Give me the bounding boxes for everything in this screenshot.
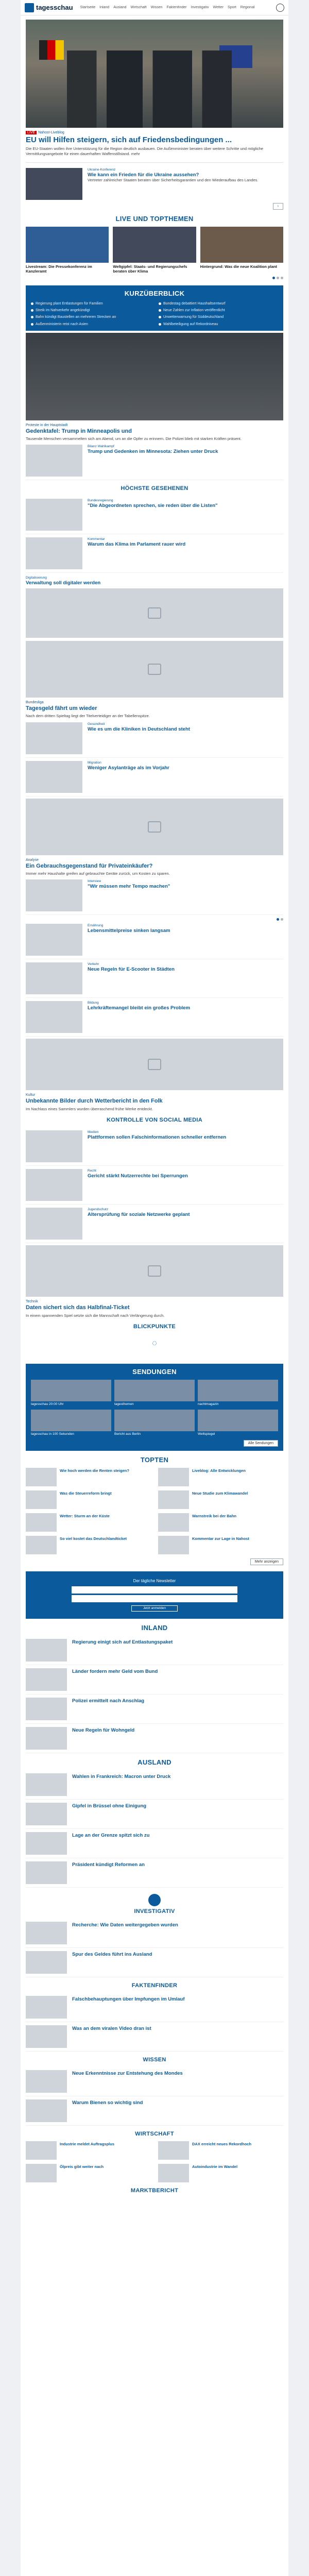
people-shape [67, 50, 232, 128]
list-title: "Wir müssen mehr Tempo machen" [88, 884, 170, 890]
card-caption: Hintergrund: Was die neue Koalition plant [200, 264, 277, 269]
list-title: Lebensmittelpreise sinken langsam [88, 928, 170, 934]
flag-shape [39, 40, 64, 60]
bullet-icon [159, 302, 161, 305]
list-item[interactable] [26, 442, 283, 480]
section-title: KONTROLLE VON SOCIAL MEDIA [106, 1117, 203, 1124]
list-kicker: Interview [88, 879, 101, 884]
search-icon[interactable] [276, 4, 284, 12]
economy-image [158, 2164, 189, 2182]
list-image [26, 761, 82, 793]
nav-item[interactable]: Sport [228, 6, 236, 9]
tile-caption: Bericht aus Berlin [114, 1432, 141, 1436]
list-item[interactable] [26, 921, 283, 959]
briefing-item[interactable]: Unwetterwarnung für Süddeutschland [159, 315, 278, 319]
card-caption: Livestream: Die Pressekonferenz im Kanzleramt [26, 264, 92, 274]
newsletter-box [26, 1571, 283, 1619]
list-image [26, 879, 82, 911]
nav-item[interactable]: Wirtschaft [130, 6, 147, 9]
carousel-dots [26, 277, 283, 279]
feature-teaser: Tausende Menschen versammelten sich am Abend, um an die Opfer zu erinnern. Die Polizei blieb mit starken Kräften präsent. [26, 436, 242, 442]
tile-caption: tagesthemen [114, 1402, 134, 1406]
bullet-icon [159, 316, 161, 318]
investigativ-icon [148, 1894, 161, 1906]
list-title: Lage an der Grenze spitzt sich zu [72, 1833, 150, 1839]
story-kicker: Ukraine-Konferenz [88, 167, 116, 172]
story-headline[interactable]: Wie kann ein Frieden für die Ukraine aussehen? [88, 172, 199, 178]
list-title: Gipfel in Brüssel ohne Einigung [72, 1803, 147, 1809]
section-title: MARKTBERICHT [130, 2188, 179, 2194]
list-item[interactable] [26, 998, 283, 1037]
list-image [26, 1803, 67, 1825]
bullet-icon [159, 309, 161, 312]
list-title: Lehrkräftemangel bleibt ein großes Problem [88, 1005, 191, 1011]
all-broadcasts-button[interactable]: Alle Sendungen [244, 1440, 278, 1447]
tile-image [114, 1380, 195, 1401]
broadcast-grid [31, 1380, 278, 1436]
tile-image [198, 1380, 278, 1401]
list-title: Neue Regeln für Wohngeld [72, 1727, 135, 1734]
list-item[interactable] [26, 2067, 283, 2096]
nav-item[interactable]: Faktenfinder [166, 6, 187, 9]
newsletter-option-field[interactable] [72, 1595, 237, 1602]
list-item[interactable] [26, 1800, 283, 1829]
list-image [26, 2070, 67, 2093]
list-kicker: Jugendschutz [88, 1208, 109, 1212]
list-title: "Die Abgeordneten sprechen, sie reden über die Listen" [88, 503, 218, 509]
list-item[interactable] [26, 1829, 283, 1858]
story-image[interactable] [26, 799, 283, 855]
list-kicker: Bildung [88, 1001, 99, 1005]
image-placeholder-icon [148, 607, 161, 619]
tile-caption: Weltspiegel [198, 1432, 215, 1436]
list-kicker: Migration [88, 760, 101, 765]
story-teaser: Im Nachlass eines Sammlers wurden überraschend frühe Werke entdeckt. [26, 1106, 153, 1111]
section-title: BLICKPUNKTE [133, 1323, 176, 1330]
list-title: Wahlen in Frankreich: Macron unter Druck [72, 1774, 171, 1780]
section-title: INVESTIGATIV [134, 1908, 175, 1915]
more-row [31, 1440, 278, 1447]
list-item[interactable] [26, 719, 283, 758]
topten-image [26, 1490, 57, 1509]
topten-title: So viel kostet das Deutschlandticket [60, 1536, 127, 1541]
broadcast-tile[interactable] [198, 1380, 278, 1406]
list-title: Polizei ermittelt nach Anschlag [72, 1698, 145, 1704]
list-title: Spur des Geldes führt ins Ausland [72, 1952, 152, 1958]
economy-title: Ölpreis gibt weiter nach [60, 2164, 104, 2170]
list-title: Weniger Asylanträge als im Vorjahr [88, 765, 169, 771]
section-title: WISSEN [143, 2057, 166, 2063]
bullet-icon [31, 309, 33, 312]
section-title: KURZÜBERBLICK [124, 290, 185, 298]
card-image [26, 227, 109, 263]
briefing-item[interactable]: Bundestag debattiert Haushaltsentwurf [159, 301, 278, 306]
list-image [26, 1832, 67, 1855]
list-item[interactable] [26, 2022, 283, 2052]
list-image [26, 1698, 67, 1720]
list-title: Plattformen sollen Falschinformationen schneller entfernen [88, 1134, 227, 1141]
newsletter-submit-button[interactable]: Jetzt anmelden [131, 1605, 178, 1612]
feature-headline[interactable]: Gedenktafel: Trump in Minneapolis und [26, 428, 132, 434]
image-placeholder-icon [148, 1265, 161, 1277]
story-headline[interactable]: Ein Gebrauchsgegenstand für Privateinkäufer? [26, 862, 153, 869]
bullet-icon [31, 302, 33, 305]
tile-caption: tagesschau in 100 Sekunden [31, 1432, 74, 1436]
topten-title: Wie hoch werden die Renten steigen? [60, 1468, 129, 1473]
broadcasts-box [26, 1364, 283, 1451]
list-item[interactable] [26, 1919, 283, 1948]
list-kicker: Digitalisierung [26, 576, 47, 580]
story-kicker: Analyse [26, 858, 39, 862]
economy-title: DAX erreicht neues Rekordhoch [192, 2142, 252, 2147]
article-image[interactable] [26, 588, 283, 638]
lead-kicker: LIVE Nahost-Liveblog [26, 131, 283, 134]
list-kicker: Kommentar [88, 537, 105, 541]
list-image [26, 1922, 67, 1944]
topten-image [158, 1536, 189, 1554]
list-image [26, 1169, 82, 1201]
topten-title: Warnstreik bei der Bahn [192, 1514, 236, 1519]
list-item[interactable] [26, 1166, 283, 1205]
list-item[interactable] [26, 1694, 283, 1724]
card-image [200, 227, 283, 263]
list-item[interactable] [26, 959, 283, 998]
economy-item[interactable] [158, 2141, 283, 2160]
briefing-item[interactable]: Neue Zahlen zur Inflation veröffentlicht [159, 308, 278, 313]
list-image [26, 2025, 67, 2048]
newsletter-email-field[interactable] [72, 1586, 237, 1594]
topten-item[interactable] [158, 1468, 283, 1486]
list-title: Länder fordern mehr Geld vom Bund [72, 1669, 158, 1675]
broadcast-tile[interactable] [114, 1410, 195, 1436]
list-title[interactable]: Verwaltung soll digitaler werden [26, 580, 101, 586]
economy-title: Industrie meldet Auftragsplus [60, 2142, 114, 2147]
list-title: Wie es um die Kliniken in Deutschland steht [88, 726, 190, 732]
list-title: Was an dem viralen Video dran ist [72, 2026, 151, 2032]
nav-item[interactable]: Ausland [113, 6, 127, 9]
more-button[interactable]: › [273, 203, 283, 210]
nav-item[interactable]: Regional [240, 6, 255, 9]
topten-title: Liveblog: Alle Entwicklungen [192, 1468, 246, 1473]
list-item[interactable] [26, 1770, 283, 1800]
list-image [26, 537, 82, 569]
section-title: AUSLAND [138, 1758, 171, 1767]
list-item[interactable] [26, 1205, 283, 1243]
list-item[interactable] [26, 758, 283, 796]
section-title: INLAND [141, 1624, 168, 1632]
section-title: SENDUNGEN [132, 1367, 177, 1376]
list-item[interactable] [26, 876, 283, 915]
list-image [26, 1001, 82, 1033]
topten-item[interactable] [26, 1536, 151, 1554]
list-kicker: Medien [88, 1130, 99, 1134]
story-headline[interactable]: Daten sichert sich das Halbfinal-Ticket [26, 1304, 130, 1311]
section-title: FAKTENFINDER [131, 1982, 178, 1989]
briefing-item[interactable]: Streik im Nahverkehr angekündigt [31, 308, 150, 313]
tile-image [31, 1410, 111, 1431]
live-badge: LIVE [26, 131, 37, 134]
newsletter-title: Der tägliche Newsletter [133, 1579, 176, 1584]
image-placeholder-icon [148, 1059, 161, 1070]
tile-image [31, 1380, 111, 1401]
list-item[interactable] [26, 1127, 283, 1166]
topten-title: Wetter: Sturm an der Küste [60, 1514, 110, 1519]
briefing-item[interactable]: Regierung plant Entlastungen für Familien [31, 301, 150, 306]
list-image [26, 1773, 67, 1796]
list-item[interactable] [26, 1724, 283, 1753]
list-image [26, 2099, 67, 2122]
tile-image [114, 1410, 195, 1431]
topten-image [158, 1513, 189, 1532]
bullet-icon [31, 323, 33, 326]
lead-teaser: Die EU-Staaten wollen ihre Unterstützung für die Region deutlich ausbauen. Die Außenminister beraten über weitere Schritte und mögliche Vermittlungsangebote für einen dauerhaften Waffenstillstand. mehr [26, 146, 264, 157]
nav-item[interactable]: Inland [99, 6, 110, 9]
economy-grid [26, 2141, 283, 2182]
story-image[interactable] [26, 168, 82, 200]
lead-image[interactable] [26, 20, 283, 128]
topten-image [26, 1536, 57, 1554]
topten-item[interactable] [158, 1513, 283, 1532]
story-kicker: Kultur [26, 1093, 36, 1097]
section-title: TOPTEN [140, 1456, 169, 1464]
story-image[interactable] [26, 641, 283, 698]
story-teaser: In einem spannenden Spiel setzte sich die Mannschaft nach Verlängerung durch. [26, 1313, 165, 1318]
feature-image[interactable] [26, 333, 283, 420]
list-title: Regierung einigt sich auf Entlastungspaket [72, 1639, 173, 1646]
list-image [26, 1996, 67, 2019]
list-item[interactable] [26, 1948, 283, 1977]
list-image [26, 1951, 67, 1974]
section-title: WIRTSCHAFT [135, 2131, 174, 2138]
list-item[interactable] [26, 1636, 283, 1665]
economy-item[interactable] [158, 2164, 283, 2182]
carousel-dot[interactable] [281, 277, 283, 279]
tile-caption: tagesschau 20:00 Uhr [31, 1402, 64, 1406]
loading-spinner-icon: ◌ [152, 1338, 157, 1348]
topten-title: Neue Studie zum Klimawandel [192, 1491, 248, 1496]
topten-grid [26, 1468, 283, 1554]
list-kicker: Recht [88, 1169, 96, 1173]
topten-title: Was die Steuerreform bringt [60, 1491, 112, 1496]
story-headline[interactable]: Unbekannte Bilder durch Wetterbericht in den Folk [26, 1098, 163, 1105]
bullet-icon [31, 316, 33, 318]
more-button[interactable]: Mehr anzeigen [250, 1558, 283, 1565]
economy-image [26, 2141, 57, 2160]
list-title: Warum Bienen so wichtig sind [72, 2100, 143, 2106]
image-placeholder-icon [148, 664, 161, 675]
list-image [26, 1668, 67, 1691]
list-item[interactable] [26, 534, 283, 573]
list-kicker: Gesundheit [88, 722, 105, 726]
list-item[interactable] [26, 496, 283, 534]
carousel-dot[interactable] [272, 277, 275, 279]
story-teaser: Vertreter zahlreicher Staaten beraten über Sicherheitsgarantien und den Wiederaufbau des Landes. [88, 177, 259, 182]
nav-item[interactable]: Investigativ [191, 6, 209, 9]
story-image[interactable] [26, 1245, 283, 1297]
briefing-item[interactable]: Außenministerin reist nach Asien [31, 322, 150, 327]
tile-image [198, 1410, 278, 1431]
nav-item[interactable]: Wetter [213, 6, 224, 9]
list-image [26, 445, 82, 477]
list-image [26, 1208, 82, 1240]
economy-item[interactable] [26, 2164, 151, 2182]
list-image [26, 1861, 67, 1884]
feature-kicker: Proteste in der Hauptstadt [26, 423, 68, 427]
main-column [21, 0, 288, 2576]
briefing-list [31, 301, 278, 326]
bullet-icon [159, 323, 161, 326]
topten-item[interactable] [26, 1490, 151, 1509]
logo-icon [25, 3, 34, 12]
list-item[interactable] [26, 1665, 283, 1694]
list-image [26, 1130, 82, 1162]
broadcast-tile[interactable] [31, 1380, 111, 1406]
carousel-dot[interactable] [277, 277, 279, 279]
topten-image [26, 1468, 57, 1486]
story-image[interactable] [26, 1039, 283, 1090]
briefing-item[interactable]: Bahn kündigt Baustellen an mehreren Strecken an [31, 315, 150, 319]
broadcast-tile[interactable] [114, 1380, 195, 1406]
main-nav [80, 6, 272, 9]
broadcast-tile[interactable] [31, 1410, 111, 1436]
topten-item[interactable] [26, 1513, 151, 1532]
economy-image [158, 2141, 189, 2160]
content [21, 15, 288, 2198]
topten-image [158, 1468, 189, 1486]
topten-image [26, 1513, 57, 1532]
list-kicker: Bundesregierung [88, 499, 113, 503]
story-teaser: Immer mehr Haushalte greifen auf gebrauchte Geräte zurück, um Kosten zu sparen. [26, 871, 170, 876]
story-kicker: Technik [26, 1300, 38, 1304]
economy-title: Autoindustrie im Wandel [192, 2164, 238, 2170]
site-header [21, 0, 288, 15]
lead-headline[interactable]: EU will Hilfen steigern, sich auf Friedensbedingungen ... [26, 135, 232, 144]
list-title: Präsident kündigt Reformen an [72, 1862, 145, 1868]
economy-image [26, 2164, 57, 2182]
list-title: Warum das Klima im Parlament rauer wird [88, 541, 186, 548]
list-item[interactable] [26, 1993, 283, 2022]
list-image [26, 722, 82, 754]
section-title: HÖCHSTE GESEHENEN [121, 485, 188, 492]
list-kicker: Bilanz Wahlkampf [88, 445, 114, 449]
list-title: Neue Erkenntnisse zur Entstehung des Mondes [72, 2071, 183, 2077]
list-image [26, 924, 82, 956]
nav-item[interactable]: Startseite [80, 6, 96, 9]
economy-item[interactable] [26, 2141, 151, 2160]
briefing-item[interactable]: Wahlbeteiligung auf Rekordniveau [159, 322, 278, 327]
list-title: Neue Regeln für E-Scooter in Städten [88, 967, 175, 973]
list-image [26, 1727, 67, 1750]
tile-caption: nachtmagazin [198, 1402, 219, 1406]
carousel-card[interactable] [200, 227, 283, 274]
top-carousel [26, 227, 283, 274]
site-logo[interactable] [25, 3, 73, 12]
story-row [26, 168, 283, 200]
card-caption: Weltgipfel: Staats- und Regierungschefs beraten über Klima [113, 264, 187, 274]
topten-title: Kommentar zur Lage in Nahost [192, 1536, 249, 1541]
card-image [113, 227, 196, 263]
list-kicker: Verkehr [88, 962, 99, 967]
topten-item[interactable] [26, 1468, 151, 1486]
story-kicker: Bundesliga [26, 700, 44, 704]
carousel-card[interactable] [113, 227, 196, 274]
briefing-box [26, 285, 283, 330]
list-title: Recherche: Wie Daten weitergegeben wurden [72, 1922, 178, 1928]
more-row [26, 1558, 283, 1565]
list-title: Falschbehauptungen über Impfungen im Umlauf [72, 1996, 185, 2003]
image-placeholder-icon [148, 821, 161, 833]
brand-name: tagesschau [36, 4, 73, 11]
list-image [26, 1639, 67, 1662]
list-kicker: Ernährung [88, 924, 104, 928]
topten-item[interactable] [158, 1490, 283, 1509]
list-item[interactable] [26, 2096, 283, 2126]
story-teaser: Nach dem dritten Spieltag liegt der Titelverteidiger an der Tabellenspitze. [26, 714, 150, 719]
list-item[interactable] [26, 1858, 283, 1888]
more-row [26, 203, 283, 210]
list-title: Trump und Gedenken im Minnesota: Ziehen unter Druck [88, 449, 218, 455]
story-headline[interactable]: Tagesgeld fährt um wieder [26, 705, 97, 711]
divider [26, 162, 283, 163]
nav-item[interactable]: Wissen [150, 6, 163, 9]
section-title: LIVE UND TOPTHEMEN [115, 214, 194, 223]
list-title: Gericht stärkt Nutzerrechte bei Sperrungen [88, 1173, 188, 1179]
carousel-card[interactable] [26, 227, 109, 274]
list-image [26, 499, 82, 531]
topten-image [158, 1490, 189, 1509]
list-title: Altersprüfung für soziale Netzwerke geplant [88, 1212, 190, 1218]
broadcast-tile[interactable] [198, 1410, 278, 1436]
list-image [26, 962, 82, 994]
topten-item[interactable] [158, 1536, 283, 1554]
